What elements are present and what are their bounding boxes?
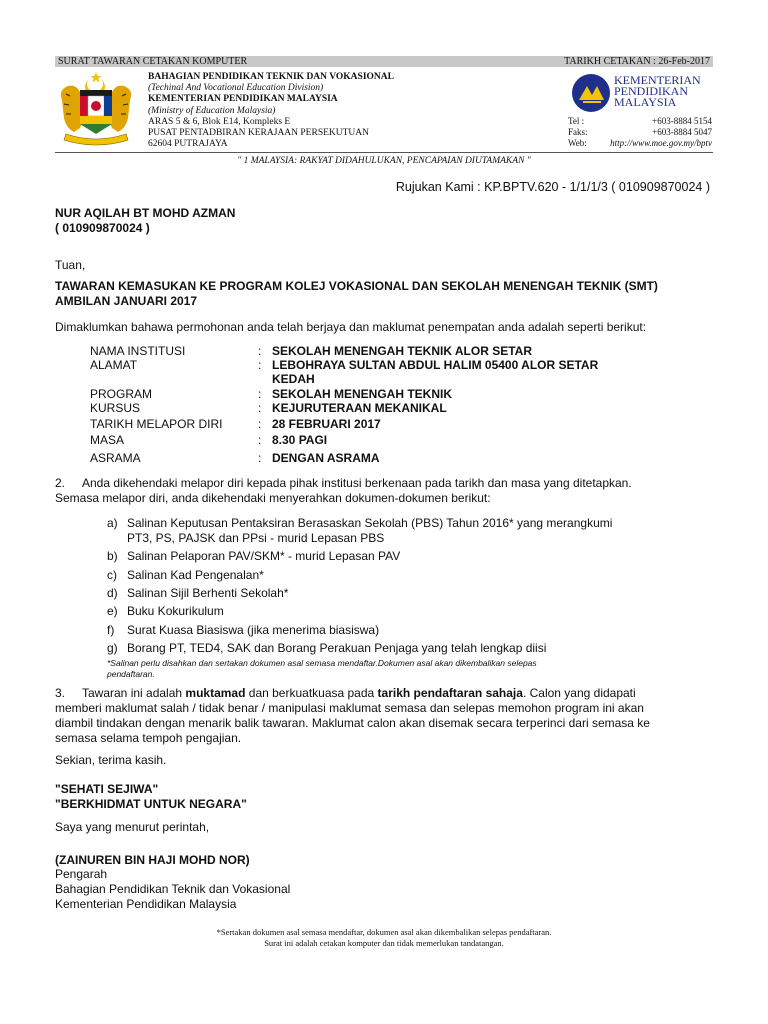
paragraph-3-line-2: memberi maklumat salah / tidak benar / manipulasi maklumat semasa dan selepas memohon program ini akan (55, 701, 644, 715)
ministry-logo-text-2: PENDIDIKAN (614, 84, 688, 98)
address-label: ALAMAT (90, 358, 138, 372)
address-value-line-1: LEBOHRAYA SULTAN ABDUL HALIM 05400 ALOR SETAR (272, 358, 599, 372)
colon: : (258, 344, 262, 358)
address-value-line-2: KEDAH (272, 372, 315, 386)
print-header-band (55, 56, 713, 67)
colon: : (258, 451, 262, 465)
subject-line-1: TAWARAN KEMASUKAN KE PROGRAM KOLEJ VOKASIONAL DAN SEKOLAH MENENGAH TEKNIK (SMT) (55, 279, 658, 293)
report-date-label: TARIKH MELAPOR DIRI (90, 417, 223, 431)
paragraph-3-line-1: Tawaran ini adalah muktamad dan berkuatkuasa pada tarikh pendaftaran sahaja. Calon yang didapati (82, 686, 636, 700)
colon: : (258, 358, 262, 372)
coat-of-arms-icon (56, 70, 136, 148)
fax-label: Faks: (568, 127, 588, 137)
print-date-label: TARIKH CETAKAN : 26-Feb-2017 (564, 56, 710, 67)
paragraph-3-number: 3. (55, 686, 66, 700)
national-motto: " 1 MALAYSIA: RAKYAT DIDAHULUKAN, PENCAPAIAN DIUTAMAKAN " (237, 156, 531, 166)
salutation: Tuan, (55, 258, 86, 272)
address-line-2: PUSAT PENTADBIRAN KERAJAAN PERSEKUTUAN (148, 128, 370, 138)
paragraph-2-line-1: Anda dikehendaki melapor diri kepada pihak institusi berkenaan pada tarikh dan masa yang ditetapkan. (82, 476, 632, 490)
ministry-logo-icon (570, 72, 612, 114)
list-item: a) Salinan Keputusan Pentaksiran Berasaskan Sekolah (PBS) Tahun 2016* yang merangkumi (107, 516, 613, 530)
division-name-en: (Techinal And Vocational Education Division) (148, 83, 324, 93)
time-value: 8.30 PAGI (272, 433, 328, 447)
list-item: g) Borang PT, TED4, SAK dan Borang Perakuan Penjaga yang telah lengkap diisi (107, 641, 547, 655)
report-date-value: 28 FEBRUARI 2017 (272, 417, 381, 431)
signatory-ministry: Kementerian Pendidikan Malaysia (55, 897, 237, 911)
colon: : (258, 387, 262, 401)
list-item: c) Salinan Kad Pengenalan* (107, 568, 264, 582)
yours-faithfully: Saya yang menurut perintah, (55, 820, 210, 834)
paragraph-3-line-4: semasa selama tempoh pengajian. (55, 731, 242, 745)
signatory-title: Pengarah (55, 867, 108, 881)
program-value: SEKOLAH MENENGAH TEKNIK (272, 387, 453, 401)
list-item: d) Salinan Sijil Berhenti Sekolah* (107, 586, 289, 600)
colon: : (258, 433, 262, 447)
paragraph-2-line-2: Semasa melapor diri, anda dikehendaki menyerahkan dokumen-dokumen berikut: (55, 491, 491, 505)
address-line-3: 62604 PUTRAJAYA (148, 139, 228, 149)
paragraph-2-number: 2. (55, 476, 66, 490)
colon: : (258, 417, 262, 431)
list-item: b) Salinan Pelaporan PAV/SKM* - murid Lepasan PAV (107, 549, 401, 563)
signatory-division: Bahagian Pendidikan Teknik dan Vokasional (55, 882, 291, 896)
program-label: PROGRAM (90, 387, 153, 401)
signatory-name: (ZAINUREN BIN HAJI MOHD NOR) (55, 853, 250, 867)
ministry-logo-text-3: MALAYSIA (614, 95, 677, 109)
colon: : (258, 401, 262, 415)
division-name: BAHAGIAN PENDIDIKAN TEKNIK DAN VOKASIONAL (148, 72, 394, 82)
closing-remark: Sekian, terima kasih. (55, 753, 167, 767)
ministry-logo-text-1: KEMENTERIAN (614, 73, 701, 87)
institution-value: SEKOLAH MENENGAH TEKNIK ALOR SETAR (272, 344, 533, 358)
footer-note (0, 927, 768, 949)
list-item: e) Buku Kokurikulum (107, 604, 224, 618)
contact-block (568, 116, 712, 152)
intro-paragraph: Dimaklumkan bahawa permohonan anda telah berjaya dan maklumat penempatan anda adalah seperti berikut: (55, 320, 647, 334)
slogan-1: "SEHATI SEJIWA" (55, 782, 159, 796)
list-item-continuation: PT3, PS, PAJSK dan PPsi - murid Lepasan PBS (127, 531, 385, 545)
letter-type-label: SURAT TAWARAN CETAKAN KOMPUTER (58, 56, 248, 67)
document-note-line-1: *Salinan perlu disahkan dan sertakan dokumen asal semasa mendaftar.Dokumen asal akan dikembalikan selepas (107, 658, 537, 668)
web-label: Web: (568, 138, 587, 148)
course-label: KURSUS (90, 401, 141, 415)
tel-label: Tel : (568, 116, 585, 126)
hostel-value: DENGAN ASRAMA (272, 451, 380, 465)
address-line-1: ARAS 5 & 6, Blok E14, Kompleks E (148, 117, 291, 127)
list-item: f) Surat Kuasa Biasiswa (jika menerima biasiswa) (107, 623, 380, 637)
document-note-line-2: pendaftaran. (107, 669, 155, 679)
institution-label: NAMA INSTITUSI (90, 344, 186, 358)
reference-number: Rujukan Kami : KP.BPTV.620 - 1/1/1/3 ( 010909870024 ) (395, 180, 710, 194)
subject-line-2: AMBILAN JANUARI 2017 (55, 294, 198, 308)
time-label: MASA (90, 433, 125, 447)
slogan-2: "BERKHIDMAT UNTUK NEGARA" (55, 797, 247, 811)
hostel-label: ASRAMA (90, 451, 141, 465)
header-divider (55, 152, 713, 153)
tel-value: +603-8884 5154 (652, 116, 712, 126)
ministry-name-en: (Ministry of Education Malaysia) (148, 106, 276, 116)
recipient-name: NUR AQILAH BT MOHD AZMAN (55, 206, 236, 220)
recipient-id: ( 010909870024 ) (55, 221, 150, 235)
paragraph-3-line-3: diambil tindakan dengan menarik balik tawaran. Maklumat calon akan disemak secara terperinci dari semasa ke (55, 716, 650, 730)
fax-value: +603-8884 5047 (652, 127, 712, 137)
footer-line-1: *Sertakan dokumen asal semasa mendaftar, dokumen asal akan dikembalikan selepas pendaftaran. (216, 927, 552, 937)
ministry-name: KEMENTERIAN PENDIDIKAN MALAYSIA (148, 94, 338, 104)
web-link[interactable]: http://www.moe.gov.my/bptv (610, 138, 712, 148)
footer-line-2: Surat ini adalah cetakan komputer dan tidak memerlukan tandatangan. (264, 938, 504, 948)
course-value: KEJURUTERAAN MEKANIKAL (272, 401, 447, 415)
